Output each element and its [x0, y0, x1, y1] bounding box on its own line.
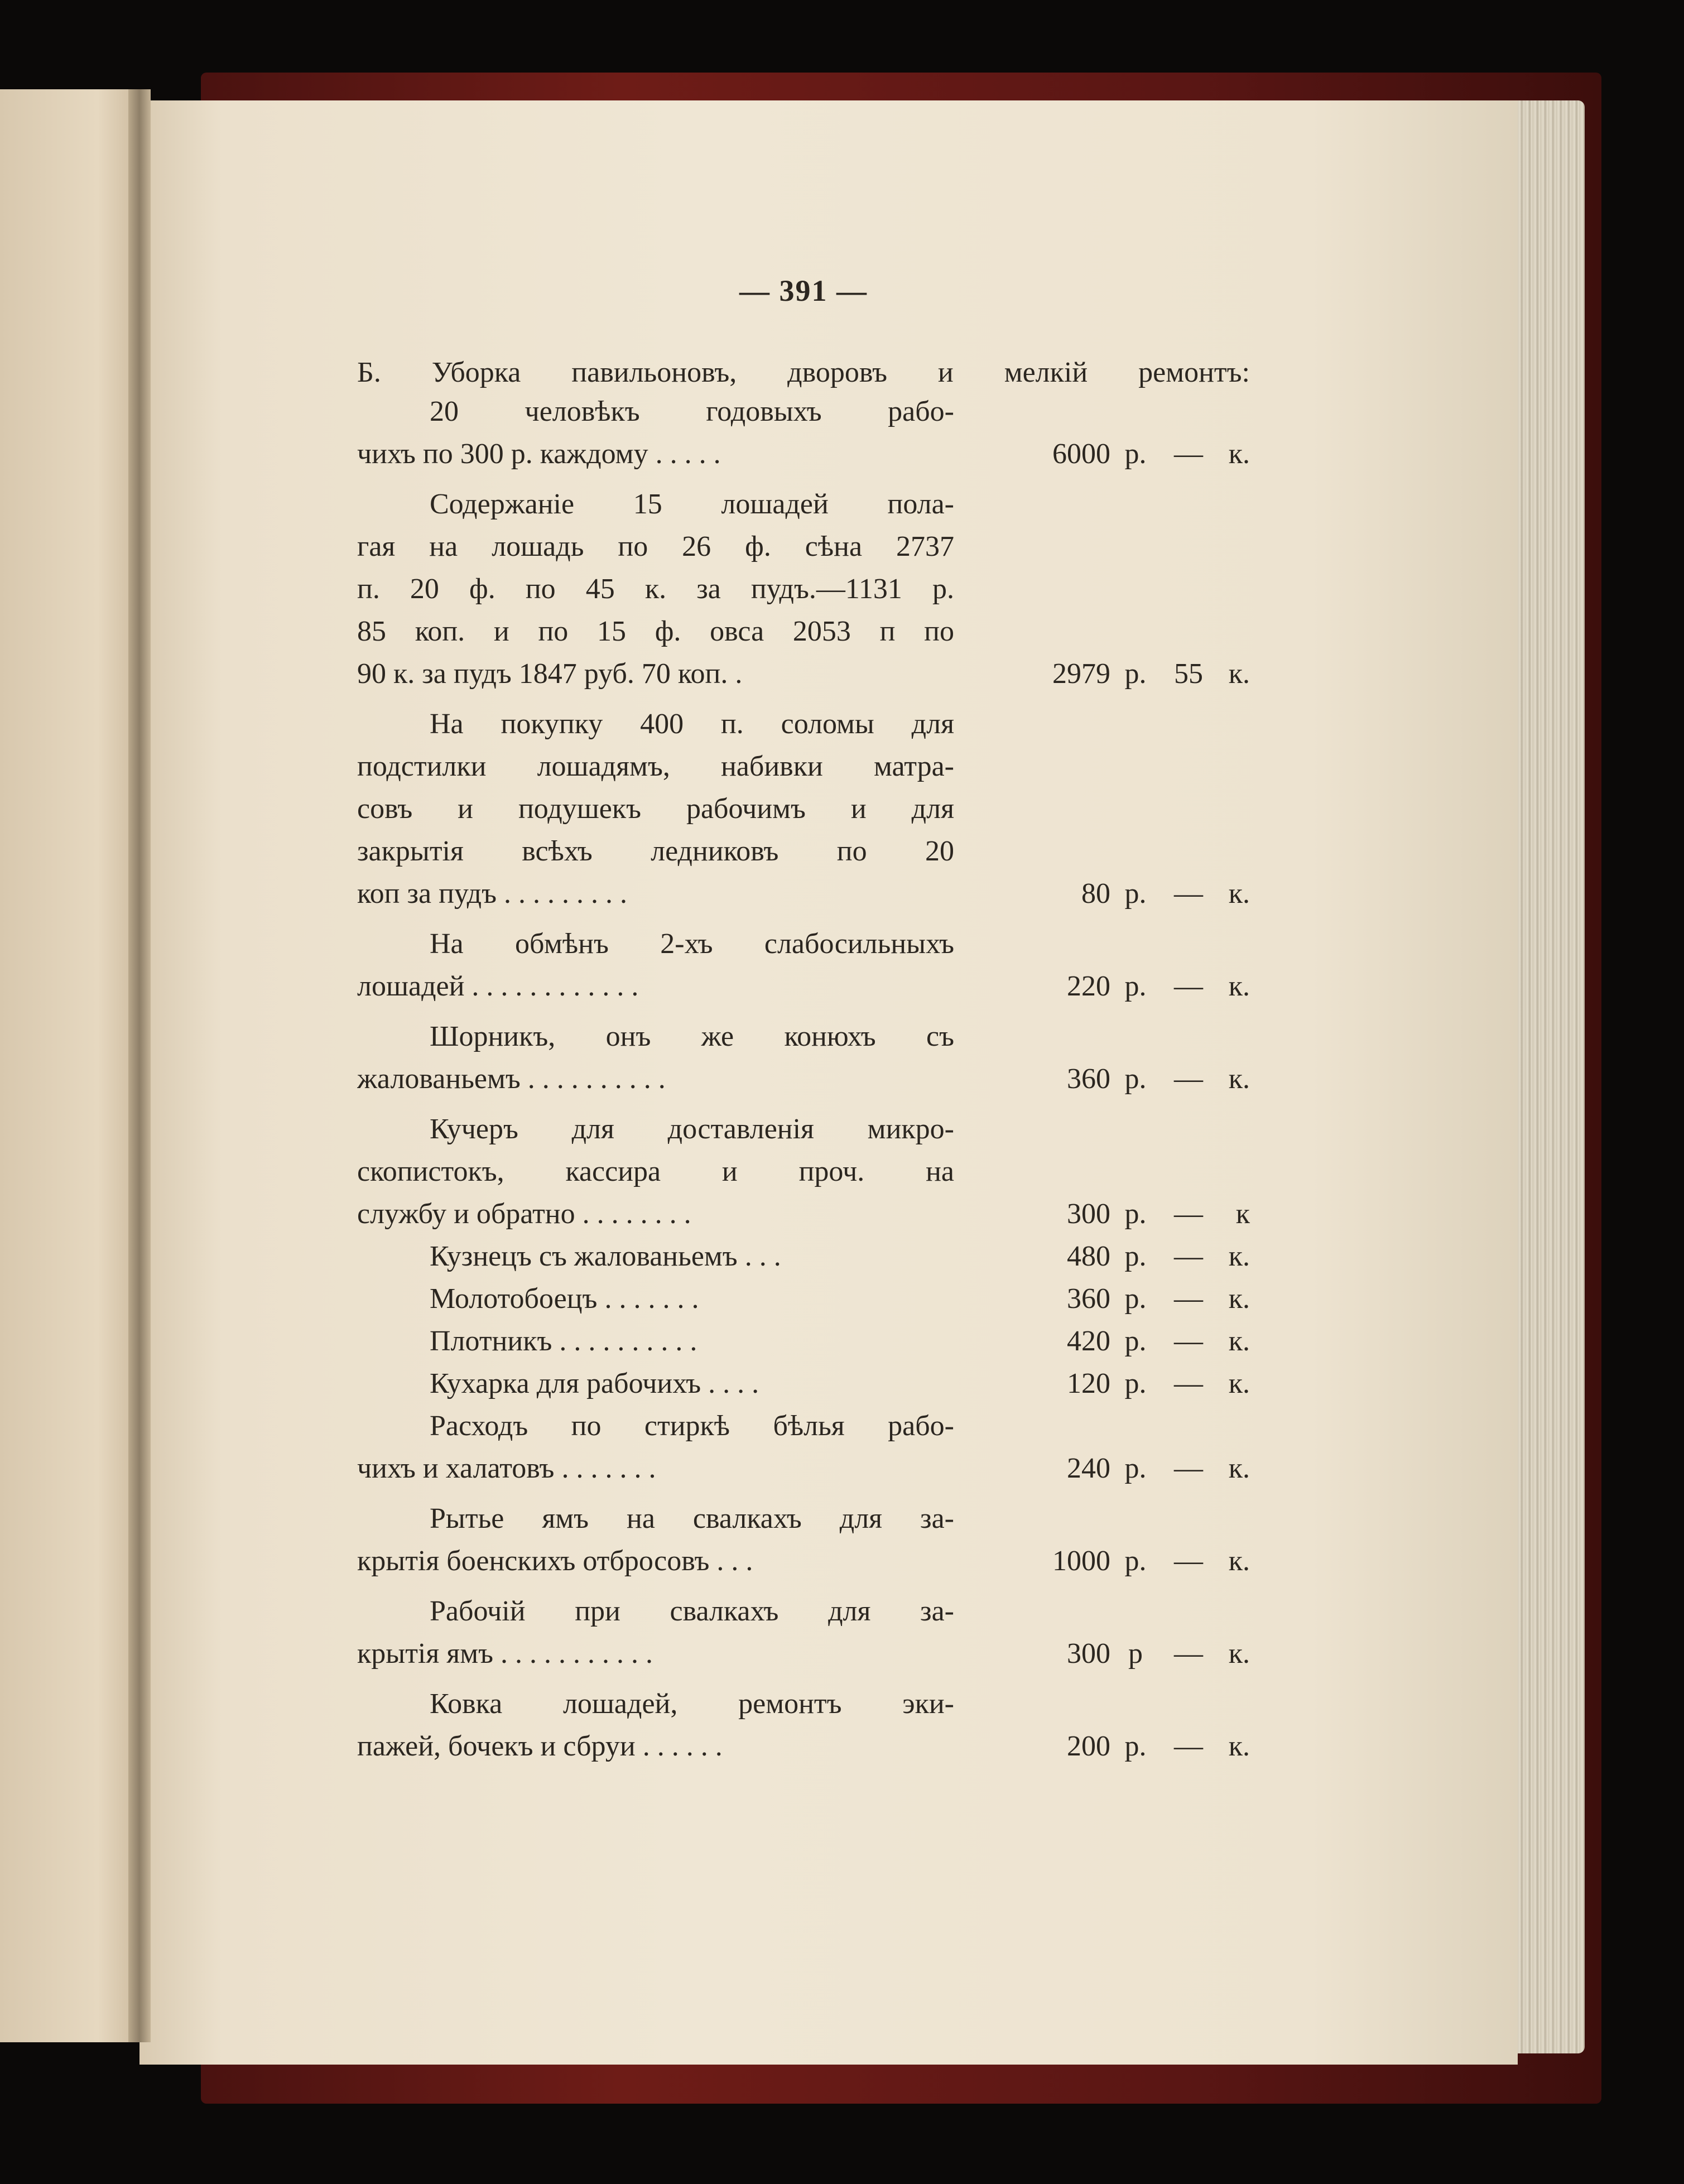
- expense-list: [357, 391, 1250, 1768]
- expense-amount: [954, 1193, 1250, 1235]
- description-line: подстилки лошадямъ, набивки матра-: [357, 751, 954, 782]
- description-line: 85 коп. и по 15 ф. овса 2053 п по: [357, 615, 954, 647]
- kopecks-value: —: [1174, 970, 1203, 1002]
- kopecks-unit: к.: [1228, 1063, 1250, 1095]
- book-gutter: [128, 89, 151, 2042]
- expense-description: [357, 1016, 954, 1100]
- kopecks-value: —: [1174, 1240, 1203, 1272]
- expense-description: [357, 1590, 954, 1675]
- description-line: Рабочій при свалкахъ для за-: [430, 1595, 954, 1627]
- rubles-unit: р: [1128, 1638, 1143, 1670]
- description-line: Кучеръ для доставленія микро-: [430, 1113, 954, 1145]
- expense-description: [357, 391, 954, 475]
- expense-description: [357, 703, 954, 915]
- amount-value: 120: [1067, 1368, 1110, 1399]
- kopecks-value: —: [1174, 1638, 1203, 1670]
- expense-description: [357, 1320, 954, 1363]
- expense-entry: [357, 1278, 1250, 1320]
- expense-amount: [954, 1320, 1250, 1363]
- description-line: Молотобоецъ . . . . . . .: [430, 1283, 699, 1315]
- kopecks-value: —: [1174, 1283, 1203, 1315]
- expense-entry: [357, 1108, 1250, 1235]
- description-line: скопистокъ, кассира и проч. на: [357, 1156, 954, 1187]
- expense-amount: [954, 1058, 1250, 1100]
- description-line: 90 к. за пудъ 1847 руб. 70 коп. .: [357, 658, 743, 690]
- kopecks-value: —: [1174, 1452, 1203, 1484]
- rubles-unit: р.: [1124, 1730, 1147, 1762]
- rubles-unit: р.: [1124, 1063, 1147, 1095]
- description-line: Ковка лошадей, ремонтъ эки-: [430, 1688, 954, 1720]
- kopecks-unit: к.: [1228, 658, 1250, 690]
- expense-amount: [954, 1633, 1250, 1675]
- description-line: закрытія всѣхъ ледниковъ по 20: [357, 835, 954, 867]
- description-line: Рытье ямъ на свалкахъ для за-: [430, 1503, 954, 1534]
- expense-description: [357, 1683, 954, 1768]
- kopecks-unit: к.: [1228, 1638, 1250, 1670]
- amount-value: 360: [1067, 1283, 1110, 1315]
- description-line: Кухарка для рабочихъ . . . .: [430, 1368, 759, 1399]
- rubles-unit: р.: [1124, 970, 1147, 1002]
- rubles-unit: р.: [1124, 878, 1147, 910]
- amount-value: 480: [1067, 1240, 1110, 1272]
- description-line: службу и обратно . . . . . . . .: [357, 1198, 691, 1230]
- rubles-unit: р.: [1124, 1368, 1147, 1399]
- amount-value: 300: [1067, 1198, 1110, 1230]
- description-line: Плотникъ . . . . . . . . . .: [430, 1325, 697, 1357]
- amount-value: 300: [1067, 1638, 1110, 1670]
- amount-value: 200: [1067, 1730, 1110, 1762]
- kopecks-value: —: [1174, 1063, 1203, 1095]
- description-line: лошадей . . . . . . . . . . . .: [357, 970, 639, 1002]
- description-line: п. 20 ф. по 45 к. за пудъ.—1131 р.: [357, 573, 954, 605]
- kopecks-unit: к.: [1228, 1283, 1250, 1315]
- rubles-unit: р.: [1124, 1325, 1147, 1357]
- rubles-unit: р.: [1124, 1452, 1147, 1484]
- description-line: чихъ по 300 р. каждому . . . . .: [357, 438, 721, 470]
- expense-entry: [357, 483, 1250, 695]
- expense-description: [357, 1405, 954, 1490]
- kopecks-value: —: [1174, 1730, 1203, 1762]
- description-line: Кузнецъ съ жалованьемъ . . .: [430, 1240, 781, 1272]
- kopecks-unit: к.: [1228, 1545, 1250, 1577]
- expense-entry: [357, 1320, 1250, 1363]
- description-line: На обмѣнъ 2-хъ слабосильныхъ: [430, 928, 954, 960]
- description-line: 20 человѣкъ годовыхъ рабо-: [430, 396, 954, 427]
- kopecks-value: —: [1174, 1325, 1203, 1357]
- expense-entry: [357, 1683, 1250, 1768]
- expense-description: [357, 1278, 954, 1320]
- page-number: — 391 —: [739, 274, 868, 307]
- description-line: Шорникъ, онъ же конюхъ съ: [430, 1021, 954, 1052]
- kopecks-value: —: [1174, 1545, 1203, 1577]
- rubles-unit: р.: [1124, 1283, 1147, 1315]
- section-heading: Б. Уборка павильоновъ, дворовъ и мелкій ремонтъ:: [357, 357, 1250, 388]
- expense-amount: [954, 1235, 1250, 1278]
- kopecks-value: —: [1174, 878, 1203, 910]
- expense-entry: [357, 1405, 1250, 1490]
- expense-description: [357, 483, 954, 695]
- expense-amount: [954, 1278, 1250, 1320]
- description-line: крытія боенскихъ отбросовъ . . .: [357, 1545, 753, 1577]
- rubles-unit: р.: [1124, 658, 1147, 690]
- description-line: чихъ и халатовъ . . . . . . .: [357, 1452, 656, 1484]
- facing-page: [0, 89, 139, 2042]
- expense-amount: [954, 1725, 1250, 1768]
- kopecks-unit: к.: [1228, 1368, 1250, 1399]
- expense-amount: [954, 653, 1250, 695]
- rubles-unit: р.: [1124, 1240, 1147, 1272]
- description-line: На покупку 400 п. соломы для: [430, 708, 954, 740]
- expense-entry: [357, 1235, 1250, 1278]
- expense-amount: [954, 873, 1250, 915]
- description-line: совъ и подушекъ рабочимъ и для: [357, 793, 954, 825]
- amount-value: 80: [1081, 878, 1110, 910]
- amount-value: 6000: [1052, 438, 1110, 470]
- amount-value: 2979: [1052, 658, 1110, 690]
- expense-entry: [357, 391, 1250, 475]
- kopecks-unit: к.: [1228, 438, 1250, 470]
- description-line: Расходъ по стиркѣ бѣлья рабо-: [430, 1410, 954, 1442]
- expense-amount: [954, 1363, 1250, 1405]
- expense-description: [357, 1108, 954, 1235]
- kopecks-value: —: [1174, 438, 1203, 470]
- amount-value: 360: [1067, 1063, 1110, 1095]
- kopecks-unit: к.: [1228, 970, 1250, 1002]
- expense-description: [357, 1235, 954, 1278]
- rubles-unit: р.: [1124, 1198, 1147, 1230]
- expense-description: [357, 1363, 954, 1405]
- description-line: пажей, бочекъ и сбруи . . . . . .: [357, 1730, 723, 1762]
- kopecks-value: 55: [1174, 658, 1203, 690]
- rubles-unit: р.: [1124, 1545, 1147, 1577]
- kopecks-unit: к.: [1228, 1240, 1250, 1272]
- expense-entry: [357, 1016, 1250, 1100]
- description-line: Содержаніе 15 лошадей пола-: [430, 488, 954, 520]
- amount-value: 240: [1067, 1452, 1110, 1484]
- amount-value: 1000: [1052, 1545, 1110, 1577]
- kopecks-value: —: [1174, 1368, 1203, 1399]
- expense-entry: [357, 1498, 1250, 1582]
- kopecks-unit: к.: [1228, 1325, 1250, 1357]
- expense-amount: [954, 1540, 1250, 1582]
- expense-description: [357, 923, 954, 1008]
- expense-entry: [357, 923, 1250, 1008]
- expense-entry: [357, 1590, 1250, 1675]
- amount-value: 420: [1067, 1325, 1110, 1357]
- expense-description: [357, 1498, 954, 1582]
- expense-amount: [954, 1447, 1250, 1490]
- expense-entry: [357, 703, 1250, 915]
- kopecks-unit: к: [1235, 1198, 1250, 1230]
- expense-entry: [357, 1363, 1250, 1405]
- description-line: жалованьемъ . . . . . . . . . .: [357, 1063, 666, 1095]
- expense-amount: [954, 433, 1250, 475]
- description-line: крытія ямъ . . . . . . . . . . .: [357, 1638, 653, 1670]
- kopecks-unit: к.: [1228, 878, 1250, 910]
- rubles-unit: р.: [1124, 438, 1147, 470]
- kopecks-value: —: [1174, 1198, 1203, 1230]
- amount-value: 220: [1067, 970, 1110, 1002]
- kopecks-unit: к.: [1228, 1730, 1250, 1762]
- expense-amount: [954, 965, 1250, 1008]
- description-line: гая на лошадь по 26 ф. сѣна 2737: [357, 531, 954, 562]
- description-line: коп за пудъ . . . . . . . . .: [357, 878, 627, 910]
- kopecks-unit: к.: [1228, 1452, 1250, 1484]
